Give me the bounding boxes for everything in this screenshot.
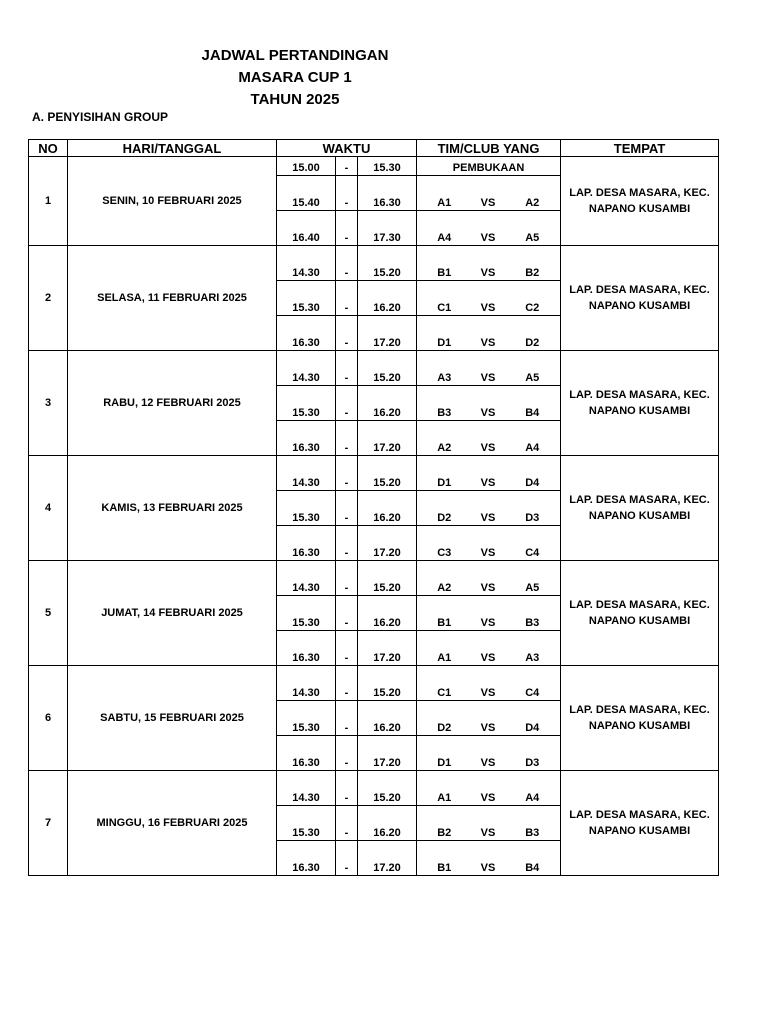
venue-line-1: LAP. DESA MASARA, KEC. [569, 704, 710, 716]
match-vs: VS [472, 351, 505, 386]
header-date: HARI/TANGGAL [68, 140, 277, 157]
match-away-team: A2 [505, 176, 561, 211]
match-end-time: 15.30 [358, 157, 417, 176]
table-row [29, 666, 719, 701]
match-end-time: 15.20 [358, 246, 417, 281]
match-time-dash: - [336, 211, 358, 246]
match-start-time: 15.30 [277, 701, 336, 736]
match-away-team: B3 [505, 806, 561, 841]
match-home-team: D1 [417, 456, 472, 491]
match-vs: VS [472, 806, 505, 841]
match-home-team: A1 [417, 631, 472, 666]
match-end-time: 15.20 [358, 771, 417, 806]
day-number: 4 [29, 456, 68, 561]
match-home-team: B1 [417, 246, 472, 281]
match-end-time: 16.20 [358, 281, 417, 316]
match-vs: VS [472, 736, 505, 771]
match-end-time: 16.20 [358, 491, 417, 526]
match-start-time: 15.30 [277, 491, 336, 526]
match-vs: VS [472, 561, 505, 596]
venue-line-2: NAPANO KUSAMBI [588, 203, 691, 215]
match-time-dash: - [336, 316, 358, 351]
venue-line-1: LAP. DESA MASARA, KEC. [569, 187, 710, 199]
day-venue [561, 456, 719, 561]
day-venue [561, 351, 719, 456]
venue-line-1: LAP. DESA MASARA, KEC. [569, 389, 710, 401]
match-time-dash: - [336, 806, 358, 841]
match-home-team: D1 [417, 736, 472, 771]
match-vs: VS [472, 526, 505, 561]
match-vs: VS [472, 211, 505, 246]
match-end-time: 17.20 [358, 736, 417, 771]
day-venue [561, 157, 719, 246]
title-line-3: TAHUN 2025 [250, 91, 340, 108]
match-start-time: 16.30 [277, 631, 336, 666]
match-vs: VS [472, 491, 505, 526]
venue-line-1: LAP. DESA MASARA, KEC. [569, 809, 710, 821]
table-row [29, 561, 719, 596]
match-away-team: D3 [505, 736, 561, 771]
day-date: KAMIS, 13 FEBRUARI 2025 [68, 456, 277, 561]
section-heading: A. PENYISIHAN GROUP [32, 110, 169, 124]
table-row [29, 771, 719, 806]
day-venue [561, 666, 719, 771]
match-away-team: B3 [505, 596, 561, 631]
day-venue [561, 771, 719, 876]
match-home-team: B1 [417, 841, 472, 876]
venue-line-2: NAPANO KUSAMBI [588, 825, 691, 837]
match-start-time: 14.30 [277, 561, 336, 596]
match-start-time: 16.40 [277, 211, 336, 246]
match-time-dash: - [336, 176, 358, 211]
match-time-dash: - [336, 386, 358, 421]
day-date: SELASA, 11 FEBRUARI 2025 [68, 246, 277, 351]
match-start-time: 14.30 [277, 351, 336, 386]
match-home-team: B3 [417, 386, 472, 421]
table-row [29, 351, 719, 386]
match-away-team: A3 [505, 631, 561, 666]
match-time-dash: - [336, 526, 358, 561]
day-date: RABU, 12 FEBRUARI 2025 [68, 351, 277, 456]
match-time-dash: - [336, 281, 358, 316]
venue-line-2: NAPANO KUSAMBI [588, 720, 691, 732]
match-away-team: B4 [505, 386, 561, 421]
venue-line-1: LAP. DESA MASARA, KEC. [569, 599, 710, 611]
venue-line-2: NAPANO KUSAMBI [588, 615, 691, 627]
match-start-time: 14.30 [277, 246, 336, 281]
title-line-2: MASARA CUP 1 [238, 69, 352, 86]
match-vs: VS [472, 841, 505, 876]
match-home-team: C3 [417, 526, 472, 561]
day-number: 3 [29, 351, 68, 456]
match-vs: VS [472, 246, 505, 281]
match-time-dash: - [336, 351, 358, 386]
match-vs: VS [472, 666, 505, 701]
match-end-time: 16.20 [358, 701, 417, 736]
match-time-dash: - [336, 157, 358, 176]
match-end-time: 15.20 [358, 561, 417, 596]
match-end-time: 15.20 [358, 666, 417, 701]
match-start-time: 15.30 [277, 596, 336, 631]
match-start-time: 16.30 [277, 421, 336, 456]
venue-line-1: LAP. DESA MASARA, KEC. [569, 284, 710, 296]
match-label: PEMBUKAAN [417, 157, 561, 176]
match-vs: VS [472, 176, 505, 211]
match-home-team: C1 [417, 281, 472, 316]
match-home-team: A4 [417, 211, 472, 246]
match-time-dash: - [336, 246, 358, 281]
match-vs: VS [472, 596, 505, 631]
match-vs: VS [472, 701, 505, 736]
table-row [29, 456, 719, 491]
day-venue [561, 561, 719, 666]
match-away-team: C2 [505, 281, 561, 316]
match-away-team: A5 [505, 211, 561, 246]
match-vs: VS [472, 281, 505, 316]
venue-line-2: NAPANO KUSAMBI [588, 510, 691, 522]
match-away-team: B4 [505, 841, 561, 876]
day-number: 1 [29, 157, 68, 246]
match-away-team: D2 [505, 316, 561, 351]
match-home-team: A3 [417, 351, 472, 386]
match-end-time: 16.20 [358, 596, 417, 631]
match-start-time: 14.30 [277, 666, 336, 701]
match-vs: VS [472, 771, 505, 806]
match-start-time: 14.30 [277, 771, 336, 806]
match-time-dash: - [336, 841, 358, 876]
match-time-dash: - [336, 456, 358, 491]
match-time-dash: - [336, 736, 358, 771]
day-number: 5 [29, 561, 68, 666]
match-vs: VS [472, 631, 505, 666]
match-start-time: 16.30 [277, 841, 336, 876]
header-teams: TIM/CLUB YANG [417, 140, 561, 157]
match-end-time: 17.20 [358, 841, 417, 876]
match-time-dash: - [336, 596, 358, 631]
venue-line-2: NAPANO KUSAMBI [588, 300, 691, 312]
match-start-time: 15.00 [277, 157, 336, 176]
match-time-dash: - [336, 666, 358, 701]
match-start-time: 16.30 [277, 316, 336, 351]
match-end-time: 16.20 [358, 386, 417, 421]
day-number: 2 [29, 246, 68, 351]
match-away-team: D4 [505, 701, 561, 736]
day-date: JUMAT, 14 FEBRUARI 2025 [68, 561, 277, 666]
day-date: SABTU, 15 FEBRUARI 2025 [68, 666, 277, 771]
match-start-time: 16.30 [277, 526, 336, 561]
venue-line-1: LAP. DESA MASARA, KEC. [569, 494, 710, 506]
match-vs: VS [472, 386, 505, 421]
match-home-team: B2 [417, 806, 472, 841]
match-time-dash: - [336, 421, 358, 456]
match-end-time: 17.20 [358, 316, 417, 351]
match-away-team: A4 [505, 771, 561, 806]
match-home-team: A2 [417, 561, 472, 596]
match-away-team: A5 [505, 351, 561, 386]
match-away-team: D4 [505, 456, 561, 491]
match-time-dash: - [336, 771, 358, 806]
match-time-dash: - [336, 701, 358, 736]
header-time: WAKTU [277, 140, 417, 157]
match-end-time: 16.20 [358, 806, 417, 841]
day-number: 6 [29, 666, 68, 771]
match-home-team: B1 [417, 596, 472, 631]
match-home-team: A1 [417, 771, 472, 806]
match-start-time: 15.30 [277, 281, 336, 316]
match-home-team: A1 [417, 176, 472, 211]
day-number: 7 [29, 771, 68, 876]
header-row [29, 140, 719, 157]
match-away-team: D3 [505, 491, 561, 526]
match-away-team: A4 [505, 421, 561, 456]
match-end-time: 17.30 [358, 211, 417, 246]
day-date: SENIN, 10 FEBRUARI 2025 [68, 157, 277, 246]
venue-line-2: NAPANO KUSAMBI [588, 405, 691, 417]
match-end-time: 17.20 [358, 631, 417, 666]
day-date: MINGGU, 16 FEBRUARI 2025 [68, 771, 277, 876]
match-home-team: D2 [417, 701, 472, 736]
match-home-team: A2 [417, 421, 472, 456]
header-no: NO [29, 140, 68, 157]
match-away-team: A5 [505, 561, 561, 596]
match-home-team: D2 [417, 491, 472, 526]
match-home-team: D1 [417, 316, 472, 351]
match-home-team: C1 [417, 666, 472, 701]
match-start-time: 15.40 [277, 176, 336, 211]
title-line-1: JADWAL PERTANDINGAN [201, 47, 389, 64]
match-time-dash: - [336, 491, 358, 526]
match-away-team: B2 [505, 246, 561, 281]
match-vs: VS [472, 316, 505, 351]
match-end-time: 17.20 [358, 421, 417, 456]
match-end-time: 15.20 [358, 456, 417, 491]
table-row [29, 157, 719, 176]
match-end-time: 17.20 [358, 526, 417, 561]
match-start-time: 16.30 [277, 736, 336, 771]
match-start-time: 14.30 [277, 456, 336, 491]
match-start-time: 15.30 [277, 386, 336, 421]
match-vs: VS [472, 421, 505, 456]
match-end-time: 15.20 [358, 351, 417, 386]
match-time-dash: - [336, 561, 358, 596]
schedule-table [28, 139, 719, 876]
table-row [29, 246, 719, 281]
match-away-team: C4 [505, 666, 561, 701]
match-time-dash: - [336, 631, 358, 666]
match-vs: VS [472, 456, 505, 491]
match-end-time: 16.30 [358, 176, 417, 211]
match-away-team: C4 [505, 526, 561, 561]
match-start-time: 15.30 [277, 806, 336, 841]
day-venue [561, 246, 719, 351]
header-venue: TEMPAT [561, 140, 719, 157]
